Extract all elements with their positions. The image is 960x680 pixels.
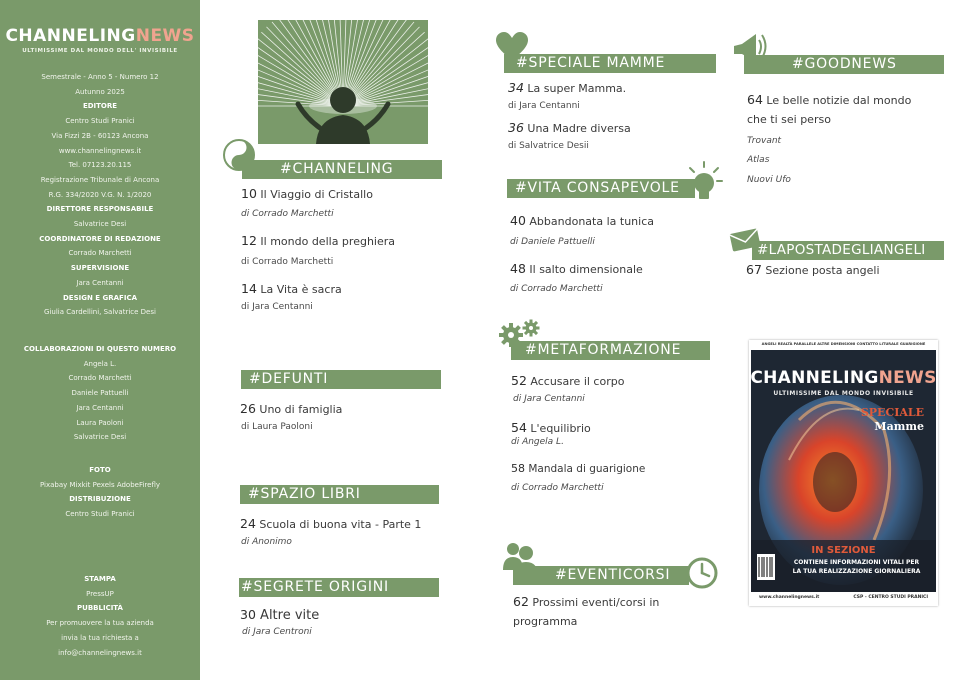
credit-line: Tel. 07123.20.115: [68, 161, 132, 170]
credit-line: Laura Paoloni: [76, 418, 124, 427]
credit-line: Angela L.: [83, 359, 117, 368]
cover-in-sezione: IN SEZIONE: [811, 545, 876, 556]
brand-logo: [0, 26, 200, 54]
photo-distribution: [0, 463, 200, 522]
toc-entry-continued: che ti sei perso: [747, 113, 831, 126]
toc-subitem: Atlas: [747, 155, 770, 165]
brand-channeling: CHANNELING: [5, 26, 136, 46]
toc-entry[interactable]: 67 Sezione posta angeli: [746, 262, 880, 277]
credit-line: Salvatrice Desi: [73, 433, 127, 442]
cover-brand: CHANNELINGNEWS: [750, 368, 937, 388]
toc-entry[interactable]: 24 Scuola di buona vita - Parte 1: [240, 516, 422, 531]
credit-line: invia la tua richiesta a: [61, 633, 139, 642]
cover-blurb: CONTIENE INFORMAZIONI VITALI PER: [793, 559, 920, 566]
cover-tagline: ULTIMISSIME DAL MONDO INVISIBILE: [773, 390, 914, 397]
meditation-illustration: [258, 20, 428, 144]
credit-line: www.channelingnews.it: [58, 146, 142, 155]
toc-entry-continued: programma: [513, 615, 578, 628]
credit-heading: COORDINATORE DI REDAZIONE: [39, 234, 161, 243]
masthead-sidebar: [0, 0, 200, 680]
cover-blurb: LA TUA REALIZZAZIONE GIORNALIERA: [792, 568, 921, 575]
section-header-channeling: #CHANNELING: [242, 160, 442, 179]
toc-author: di Jara Centroni: [242, 627, 312, 637]
credit-line: info@channelingnews.it: [58, 648, 142, 657]
toc-entry[interactable]: 52 Accusare il corpo: [511, 373, 625, 388]
credit-line: Via Fizzi 2B - 60123 Ancona: [51, 131, 149, 140]
cover-publisher: CSP - CENTRO STUDI PRANICI: [853, 595, 928, 600]
toc-subitem: Trovant: [747, 136, 782, 146]
credit-line: Corrado Marchetti: [68, 249, 132, 258]
cover-speciale: SPECIALE: [860, 406, 924, 419]
toc-entry[interactable]: 54 L'equilibrio: [511, 420, 591, 435]
toc-entry[interactable]: 58 Mandala di guarigione: [511, 462, 646, 475]
toc-author: di Corrado Marchetti: [241, 209, 334, 219]
toc-entry[interactable]: 10 Il Viaggio di Cristallo: [241, 186, 373, 201]
toc-subitem: Nuovi Ufo: [747, 175, 791, 185]
toc-author: di Daniele Pattuelli: [510, 237, 595, 247]
section-header-posta-angeli: #LAPOSTADEGLIANGELI: [752, 241, 944, 260]
credit-heading: DESIGN E GRAFICA: [63, 293, 137, 302]
toc-entry[interactable]: 14 La Vita è sacra: [241, 281, 342, 296]
toc-entry[interactable]: 48 Il salto dimensionale: [510, 261, 643, 276]
credit-heading: FOTO: [89, 466, 111, 474]
cover-mamme: Mamme: [874, 420, 924, 433]
credit-heading: COLLABORAZIONI DI QUESTO NUMERO: [23, 345, 177, 353]
section-header-spazio-libri: #SPAZIO LIBRI: [240, 485, 439, 504]
toc-author: di Jara Centanni: [513, 394, 585, 404]
magazine-cover[interactable]: [749, 340, 938, 606]
credit-heading: PUBBLICITÀ: [77, 604, 123, 613]
credit-line: Corrado Marchetti: [68, 374, 132, 383]
toc-author: di Laura Paoloni: [241, 422, 313, 432]
credit-line: Giulia Cardellini, Salvatrice Desi: [44, 308, 156, 317]
credit-line: Daniele Pattuelli: [71, 389, 129, 398]
credit-heading: DISTRIBUZIONE: [69, 495, 131, 504]
credit-heading: SUPERVISIONE: [70, 264, 130, 273]
toc-entry[interactable]: 12 Il mondo della preghiera: [241, 233, 396, 248]
credit-line: Autunno 2025: [75, 87, 125, 96]
brand-news: NEWS: [135, 26, 195, 46]
collaborators-list: [0, 342, 200, 445]
toc-author: di Angela L.: [511, 437, 564, 447]
section-header-speciale-mamme: #SPECIALE MAMME: [504, 54, 716, 73]
clock-icon: [685, 556, 719, 590]
credit-heading: EDITORE: [82, 102, 118, 111]
credit-heading: DIRETTORE RESPONSABILE: [46, 205, 154, 214]
brand-tagline: ULTIMISSIME DAL MONDO DELL' INVISIBILE: [22, 48, 178, 54]
section-header-vita-consapevole: #VITA CONSAPEVOLE: [507, 179, 695, 198]
credit-heading: STAMPA: [84, 575, 116, 583]
credit-line: Semestrale - Anno 5 - Numero 12: [41, 73, 159, 81]
toc-author: di Corrado Marchetti: [510, 284, 603, 294]
toc-entry[interactable]: 36 Una Madre diversa: [508, 120, 631, 135]
toc-author: di Jara Centanni: [508, 101, 580, 111]
credit-line: Salvatrice Desi: [73, 220, 127, 229]
credit-line: Registrazione Tribunale di Ancona: [40, 175, 160, 184]
toc-author: di Salvatrice Desii: [508, 141, 589, 151]
section-header-defunti: #DEFUNTI: [241, 370, 441, 389]
toc-entry[interactable]: 26 Uno di famiglia: [240, 401, 343, 416]
credit-line: Centro Studi Pranici: [65, 510, 135, 519]
toc-author: di Corrado Marchetti: [241, 257, 334, 267]
toc-author: di Anonimo: [241, 537, 292, 547]
toc-entry[interactable]: 64 Le belle notizie dal mondo: [747, 92, 912, 107]
section-header-metaformazione: #METAFORMAZIONE: [511, 341, 710, 360]
section-header-segrete-origini: #SEGRETE ORIGINI: [239, 578, 439, 597]
toc-entry[interactable]: 62 Prossimi eventi/corsi in: [513, 594, 660, 609]
credit-line: Centro Studi Pranici: [65, 117, 135, 126]
print-advertising: [0, 572, 200, 660]
section-header-eventicorsi: #EVENTICORSI: [513, 566, 689, 585]
credit-line: Per promuovere la tua azienda: [46, 619, 154, 628]
toc-entry[interactable]: 40 Abbandonata la tunica: [510, 213, 654, 228]
credit-line: Jara Centanni: [76, 278, 124, 287]
cover-url: www.channelingnews.it: [759, 595, 820, 600]
toc-entry[interactable]: 34 La super Mamma.: [508, 80, 627, 95]
cover-top-strip: ANGELI REALTÀ PARALLELE ALTRE DIMENSIONI CONTATTO LITURALE GUARIGIONE: [761, 342, 926, 346]
section-header-goodnews: #GOODNEWS: [744, 55, 944, 74]
toc-author: di Corrado Marchetti: [511, 483, 604, 493]
toc-author: di Jara Centanni: [241, 302, 313, 312]
toc-entry[interactable]: 30 Altre vite: [240, 607, 320, 623]
masthead-credits: [0, 70, 200, 320]
credit-line: Pixabay Mixkit Pexels AdobeFirefly: [39, 480, 161, 489]
credit-line: PressUP: [86, 589, 114, 598]
credit-line: Jara Centanni: [76, 403, 124, 412]
lightbulb-icon: [684, 160, 724, 204]
credit-line: R.G. 334/2020 V.G. N. 1/2020: [48, 190, 152, 199]
